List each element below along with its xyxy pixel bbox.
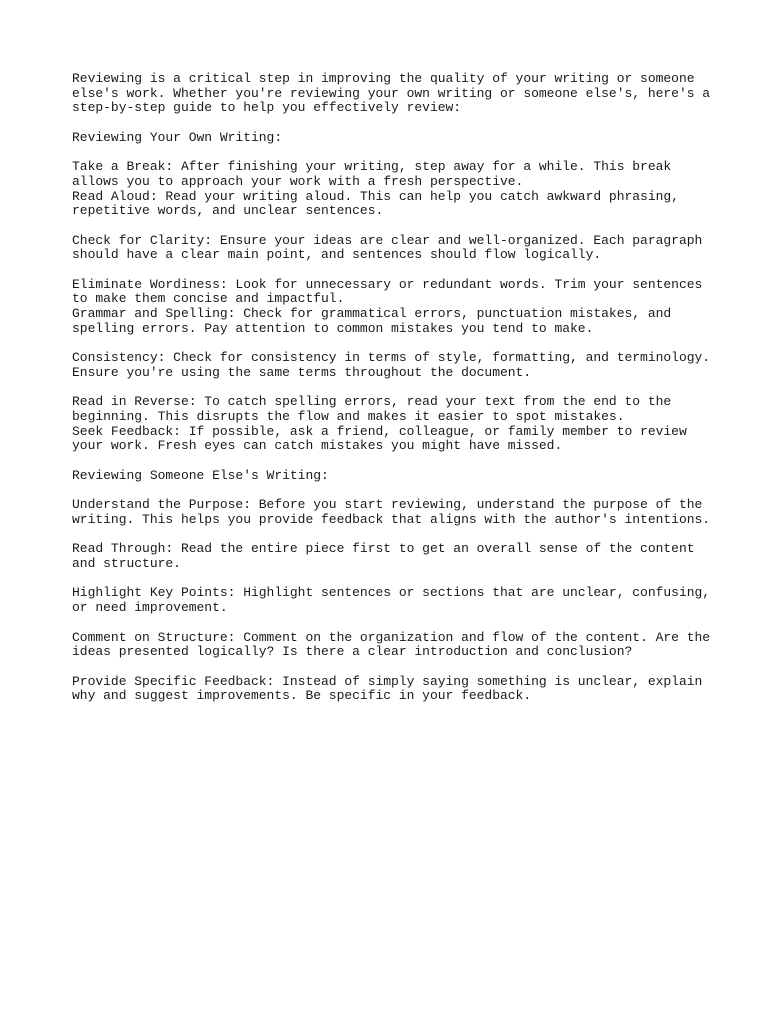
text-line: Read Through: Read the entire piece first to get an overall sense of the content <box>72 541 695 557</box>
intro-paragraph <box>72 71 711 116</box>
paragraph-reverse-and-feedback <box>72 395 702 454</box>
paragraph-clarity <box>72 234 702 263</box>
text-line: Provide Specific Feedback: Instead of simply saying something is unclear, explain <box>72 673 703 689</box>
text-line: your work. Fresh eyes can catch mistakes you might have missed. <box>72 438 563 454</box>
text-line: Read in Reverse: To catch spelling errors, read your text from the end to the <box>72 394 672 410</box>
text-line: repetitive words, and unclear sentences. <box>72 203 384 219</box>
text-line: allows you to approach your work with a fresh perspective. <box>72 173 524 189</box>
text-line: writing. This helps you provide feedback that aligns with the author's intentions. <box>72 511 711 527</box>
text-line: beginning. This disrupts the flow and makes it easier to spot mistakes. <box>72 409 625 425</box>
text-line: Read Aloud: Read your writing aloud. This can help you catch awkward phrasing, <box>72 188 679 204</box>
paragraph-wordiness-and-grammar <box>72 278 702 337</box>
heading-line: Reviewing Your Own Writing: <box>72 129 283 145</box>
paragraph-consistency <box>72 350 711 380</box>
section-heading-own-writing <box>72 131 702 146</box>
section-heading-others-writing <box>72 469 702 484</box>
text-line: Comment on Structure: Comment on the organization and flow of the content. Are the <box>72 629 711 645</box>
text-line: Grammar and Spelling: Check for grammatical errors, punctuation mistakes, and <box>72 306 672 322</box>
text-line: Seek Feedback: If possible, ask a friend, colleague, or family member to review <box>72 423 687 439</box>
text-line: why and suggest improvements. Be specific in your feedback. <box>72 688 532 704</box>
paragraph-highlight <box>72 585 711 616</box>
text-line: Eliminate Wordiness: Look for unnecessary or redundant words. Trim your sentences <box>72 276 703 292</box>
text-line: and structure. <box>72 556 181 572</box>
text-line: spelling errors. Pay attention to common mistakes you tend to make. <box>72 320 594 336</box>
text-line: or need improvement. <box>72 600 228 616</box>
paragraph-specific-feedback <box>72 675 702 704</box>
text-line: Highlight Key Points: Highlight sentences or sections that are unclear, confusing, <box>72 585 711 601</box>
text-line: else's work. Whether you're reviewing your own writing or someone else's, here's a <box>72 85 711 101</box>
text-line: Check for Clarity: Ensure your ideas are clear and well-organized. Each paragraph <box>72 232 703 248</box>
text-line: ideas presented logically? Is there a clear introduction and conclusion? <box>72 644 633 660</box>
paragraph-break-and-read-aloud <box>72 160 702 219</box>
text-line: Ensure you're using the same terms throughout the document. <box>72 364 532 380</box>
paragraph-purpose <box>72 497 711 527</box>
text-line: Reviewing is a critical step in improving the quality of your writing or someone <box>72 71 695 86</box>
heading-line: Reviewing Someone Else's Writing: <box>72 467 329 483</box>
text-line: Take a Break: After finishing your writing, step away for a while. This break <box>72 159 672 175</box>
text-line: Understand the Purpose: Before you start reviewing, understand the purpose of the <box>72 497 703 513</box>
paragraph-read-through <box>72 542 702 571</box>
text-line: to make them concise and impactful. <box>72 291 345 307</box>
document-page <box>72 71 711 719</box>
paragraph-structure <box>72 629 711 660</box>
text-line: should have a clear main point, and sentences should flow logically. <box>72 247 602 263</box>
text-line: Consistency: Check for consistency in terms of style, formatting, and terminology. <box>72 350 711 366</box>
text-line: step-by-step guide to help you effectively review: <box>72 100 462 116</box>
